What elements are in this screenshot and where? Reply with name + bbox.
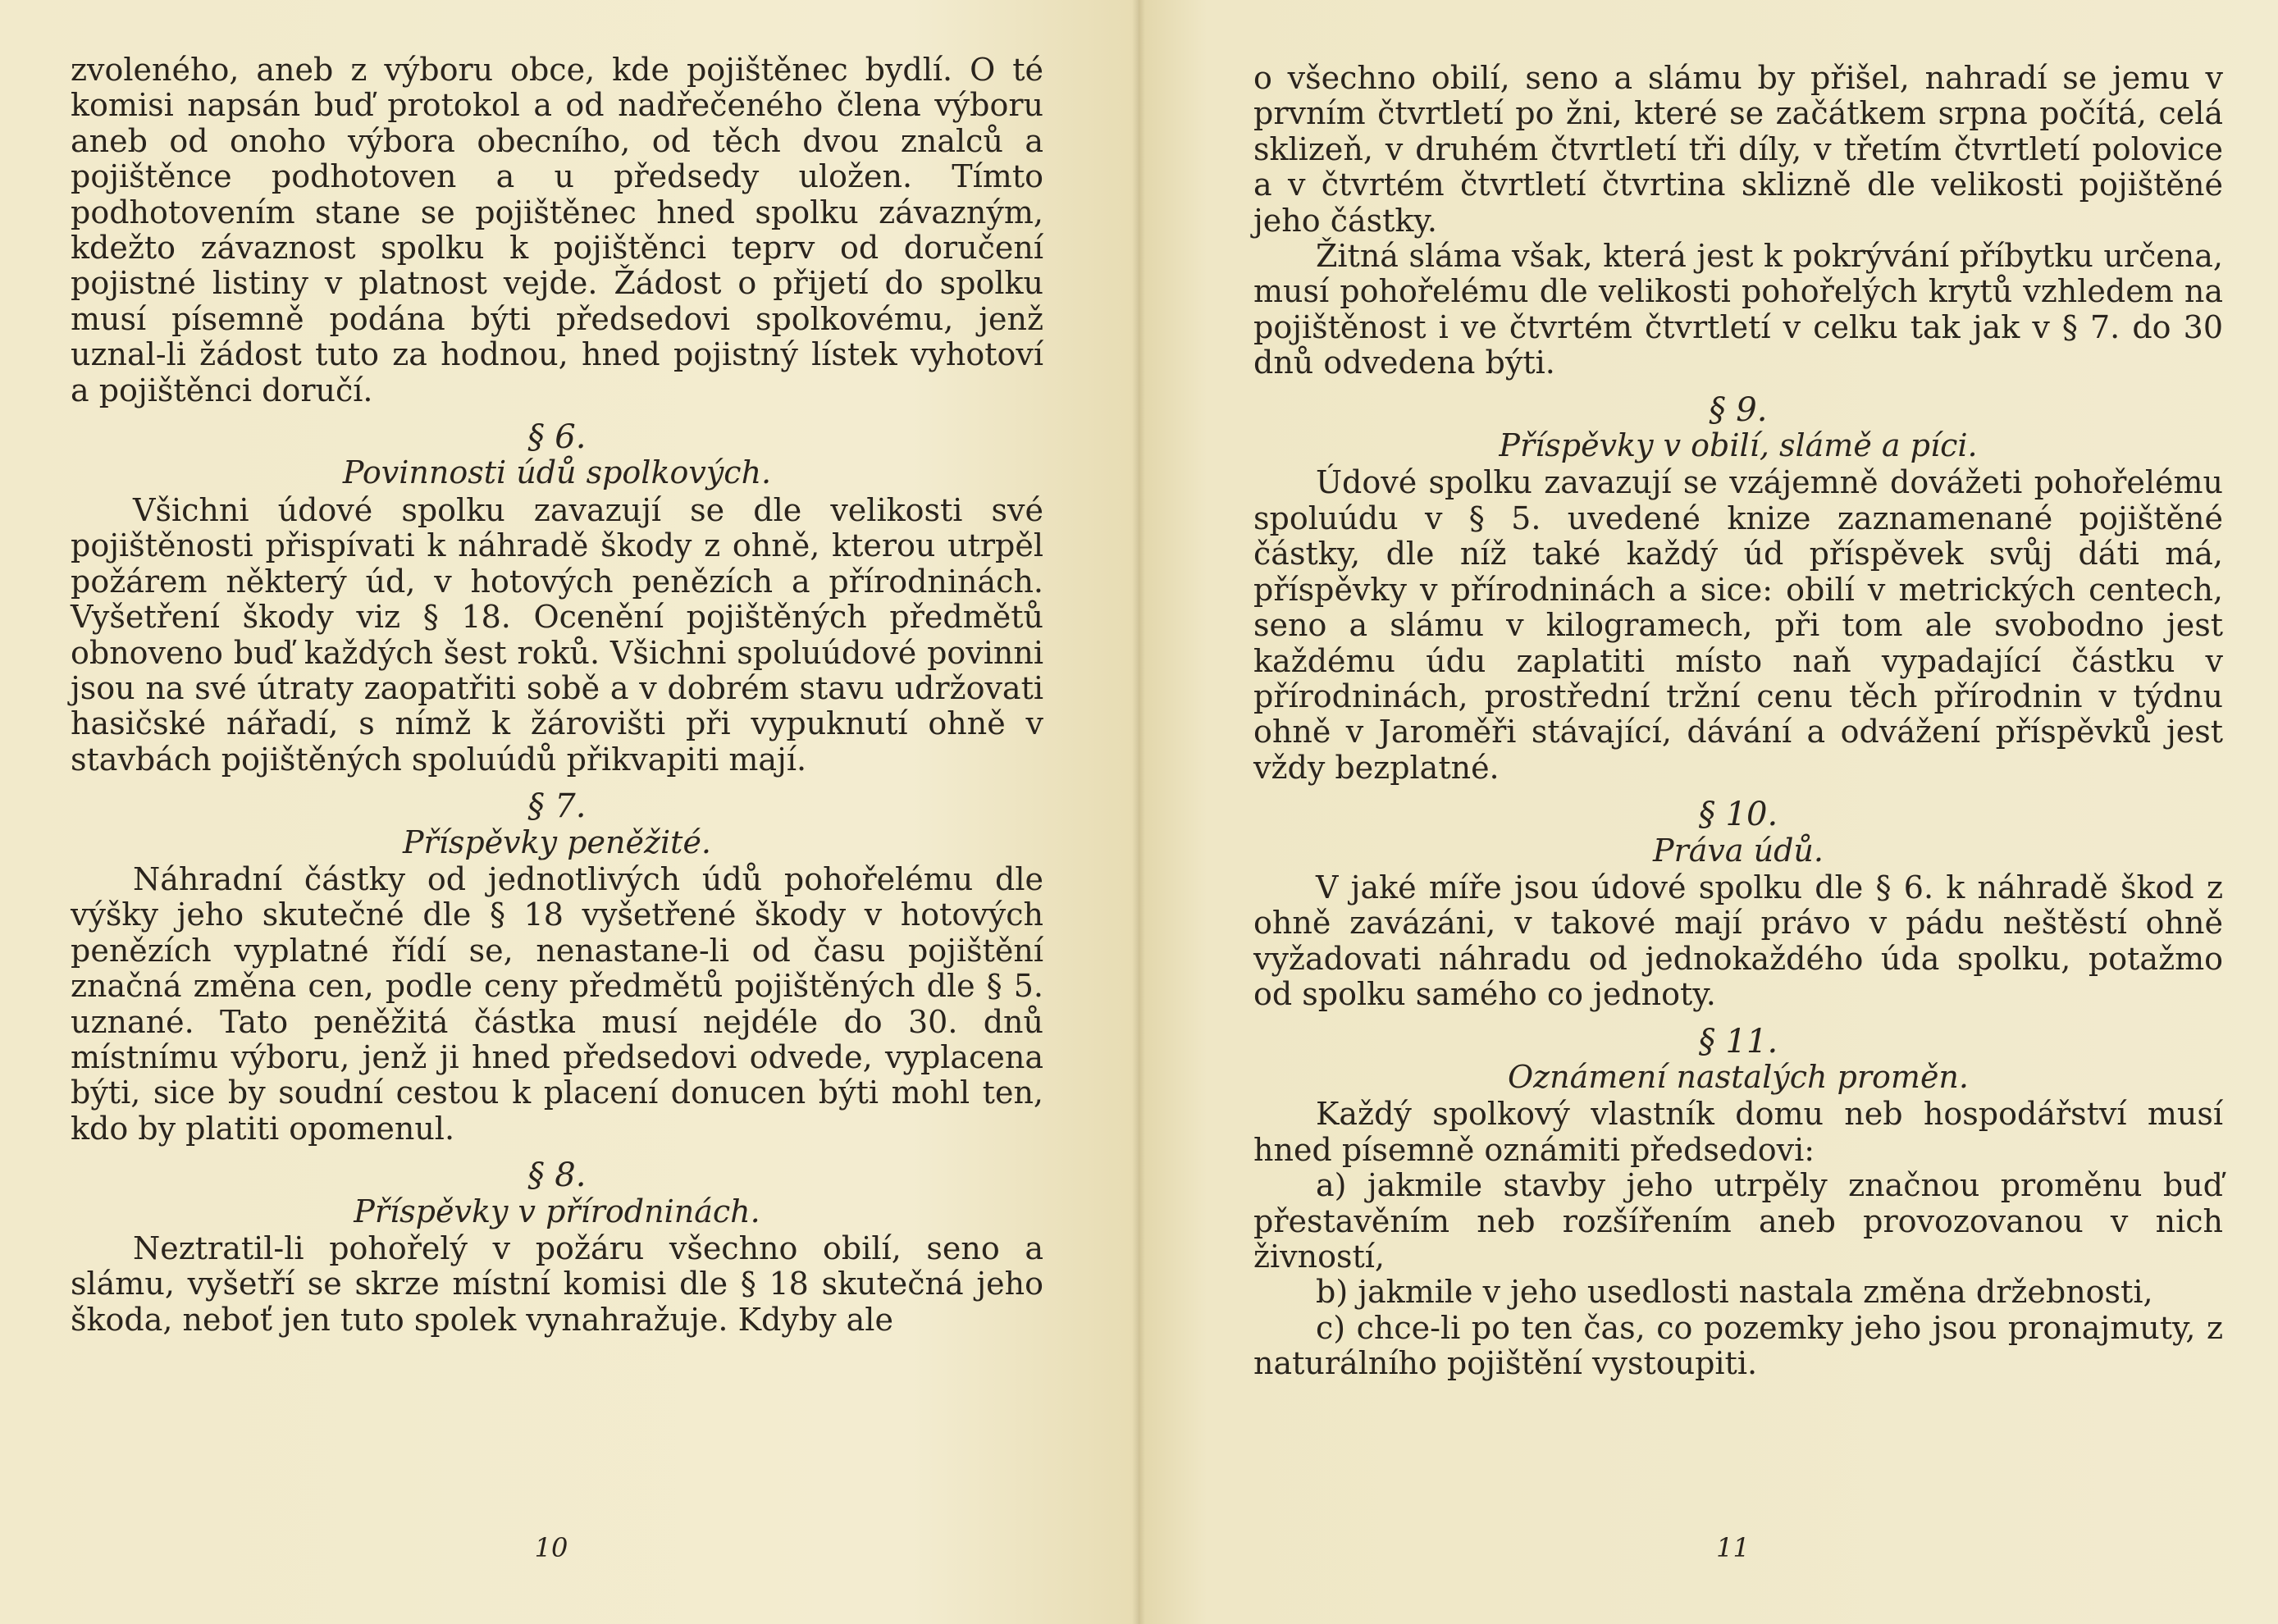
section-9-text: Údové spolku zavazují se vzájemně dovážeti pohořelému spoluúdu v § 5. uvedené knize zaznamenané pojištěné částky, dle níž také každý úd příspěvek svůj dáti má, příspěvky v přírodninách a sice: obilí v metrických centech, seno a slámu v kilogramech, při tom ale svobodno jest každému údu zaplatiti místo naň vypadající částku v přírodninách, prostřední tržní cenu těch přírodnin v týdnu ohně v Jaroměři stávající, dávání a odvážení příspěvků jest vždy bezplatné. [1253, 464, 2223, 786]
page-number-right: 11 [1716, 1532, 1750, 1563]
right-page-text-column [1253, 61, 2223, 1382]
section-7-title: Příspěvky peněžité. [402, 823, 712, 860]
straw-paragraph: Žitná sláma však, která jest k pokrývání příbytku určena, musí pohořelému dle velikosti pohořelých krytů vzhledem na pojištěnost i ve čtvrtém čtvrtletí v celku tak jak v § 7. do 30 dnů odvedena býti. [1253, 238, 2223, 381]
section-8-text: Neztratil-li pohořelý v požáru všechno obilí, seno a slámu, vyšetří se skrze místní komisi dle § 18 skutečná jeho škoda, neboť jen tuto spolek vynahražuje. Kdyby ale [71, 1230, 1043, 1338]
left-page-text-column [71, 52, 1043, 1338]
section-8-title: Příspěvky v přírodninách. [354, 1193, 760, 1229]
section-9-title: Příspěvky v obilí, slámě a píci. [1499, 427, 1978, 464]
section-11-item-a: a) jakmile stavby jeho utrpěly značnou proměnu buď přestavěním neb rozšířením aneb provozovanou v nich živností, [1253, 1167, 2223, 1275]
section-9-number: § 9. [1709, 390, 1768, 429]
section-10-number: § 10. [1698, 796, 1778, 834]
page-number-left: 10 [534, 1532, 568, 1563]
section-6-title: Povinnosti údů spolkových. [342, 454, 772, 491]
right-page [1139, 0, 2278, 1624]
section-6-number: § 6. [527, 418, 587, 457]
section-11-item-c: c) chce-li po ten čas, co pozemky jeho jsou pronajmuty, z naturálního pojištění vystoupiti. [1253, 1309, 2223, 1382]
book-gutter [1132, 0, 1145, 1624]
opening-paragraph: zvoleného, aneb z výboru obce, kde pojištěnec bydlí. O té komisi napsán buď protokol a od nadřečeného člena výboru aneb od onoho výbora obecního, od těch dvou znalců a pojištěnce podhotoven a u předsedy uložen. Tímto podhotovením stane se pojištěnec hned spolku závazným, kdežto závaznost spolku k pojištěnci teprv od doručení pojistné listiny v platnost vejde. Žádost o přijetí do spolku musí písemně podána býti předsedovi spolkovému, jenž uznal-li žádost tuto za hodnou, hned pojistný lístek vyhotoví a pojištěnci doručí. [71, 52, 1043, 408]
section-6-text: Všichni údové spolku zavazují se dle velikosti své pojištěnosti přispívati k náhradě škody z ohně, kterou utrpěl požárem některý úd, v hotových penězích a přírodninách. Vyšetření škody viz § 18. Ocenění pojištěných předmětů obnoveno buď každých šest roků. Všichni spoluúdové povinni jsou na své útraty zaopatřiti sobě a v dobrém stavu udržovati hasičské nářadí, s nímž k žárovišti při vypuknutí ohně v stavbách pojištěných spoluúdů přikvapiti mají. [71, 491, 1043, 778]
continuation-paragraph: o všechno obilí, seno a slámu by přišel, nahradí se jemu v prvním čtvrtletí po žni, které se začátkem srpna počítá, celá sklizeň, v druhém čtvrtletí tři díly, v třetím čtvrtletí polovice a v čtvrtém čtvrtletí čtvrtina sklizně dle velikosti pojištěné jeho částky. [1253, 60, 2223, 239]
section-11-title: Oznámení nastalých proměn. [1508, 1058, 1969, 1095]
section-11-item-b: b) jakmile v jeho usedlosti nastala změna držebnosti, [1316, 1274, 2153, 1311]
section-7-text: Náhradní částky od jednotlivých údů pohořelému dle výšky jeho skutečné dle § 18 vyšetřené škody v hotových penězích vyplatné řídí se, nenastane-li od času pojištění značná změna cen, podle ceny předmětů pojištěných dle § 5. uznané. Tato peněžitá částka musí nejdéle do 30. dnů místnímu výboru, jenž ji hned předsedovi odvede, vyplacena býti, sice by soudní cestou k placení donucen býti mohl ten, kdo by platiti opomenul. [71, 860, 1043, 1147]
section-10-text: V jaké míře jsou údové spolku dle § 6. k náhradě škod z ohně zavázáni, v takové mají právo v pádu neštěstí ohně vyžadovati náhradu od jednokaždého úda spolku, potažmo od spolku samého co jednoty. [1253, 869, 2223, 1013]
section-11-number: § 11. [1698, 1022, 1778, 1061]
section-8-number: § 8. [527, 1156, 587, 1195]
section-11-intro: Každý spolkový vlastník domu neb hospodářství musí hned písemně oznámiti předsedovi: [1253, 1096, 2223, 1168]
section-10-title: Práva údů. [1653, 832, 1824, 869]
section-7-number: § 7. [527, 787, 587, 826]
